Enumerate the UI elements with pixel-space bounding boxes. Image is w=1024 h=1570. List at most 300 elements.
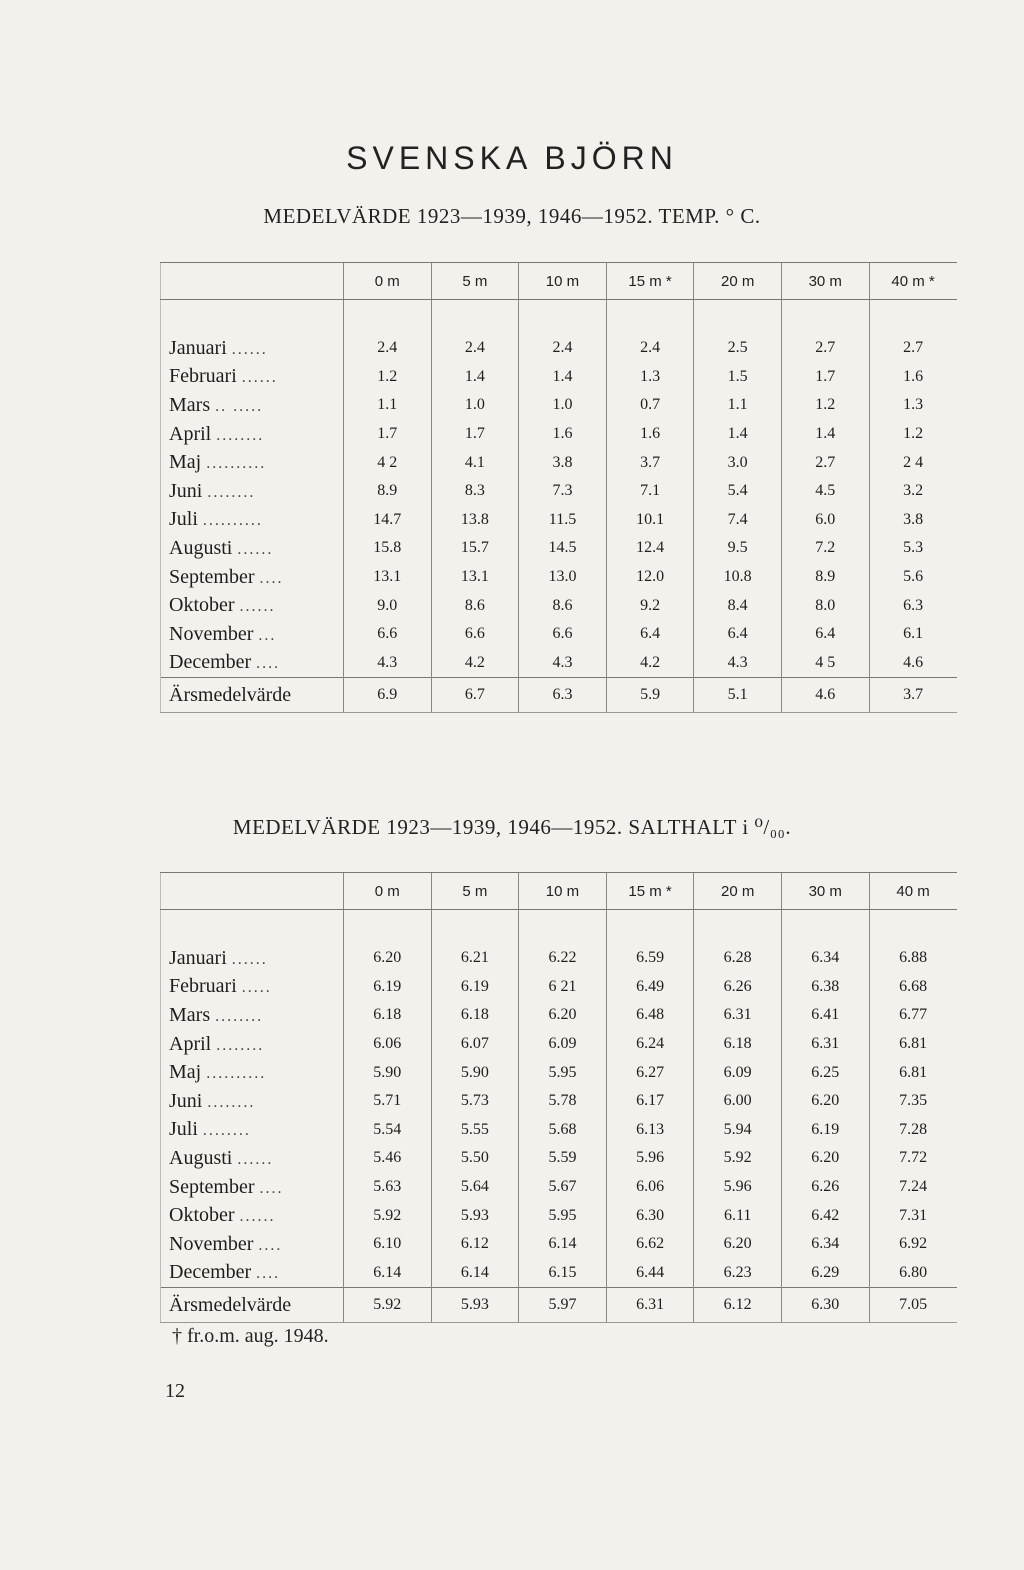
table-cell: 5.92 [694,1144,782,1173]
table-cell: 6.6 [431,620,519,649]
leader-dots: ........ [207,483,256,501]
row-label [161,477,344,506]
table-cell: 0.7 [606,391,694,420]
table-cell: 5.54 [344,1116,432,1145]
table-cell: 6.4 [694,620,782,649]
table-cell: 6.38 [781,973,869,1002]
row-label [161,363,344,392]
table-cell: 1.2 [869,420,957,449]
table-cell: 6.21 [431,944,519,973]
table-cell: 15.8 [344,534,432,563]
table-cell: 5.4 [694,477,782,506]
table-cell: 2.4 [519,334,607,363]
column-header: 0 m [344,263,432,300]
row-label [161,448,344,477]
leader-dots: ...... [239,598,276,616]
row-label [161,563,344,592]
table-cell: 5.73 [431,1087,519,1116]
month-name: Augusti [169,1146,233,1169]
column-header: 10 m [519,873,607,910]
row-label [161,1116,344,1145]
annual-mean-cell: 5.93 [431,1288,519,1323]
table-cell: 9.0 [344,591,432,620]
table-cell: 9.2 [606,591,694,620]
table-cell: 6.80 [869,1259,957,1288]
annual-mean-cell: 7.05 [869,1288,957,1323]
annual-mean-cell: 3.7 [869,678,957,713]
annual-mean-cell: 5.92 [344,1288,432,1323]
table-cell: 1.5 [694,363,782,392]
table-header-row [161,263,957,300]
table-cell: 6.18 [694,1030,782,1059]
table-cell: 7.31 [869,1201,957,1230]
table-row [161,391,957,420]
table-header-row [161,873,957,910]
table-cell: 6.81 [869,1058,957,1087]
table-cell: 5.95 [519,1058,607,1087]
table-cell: 6.06 [606,1173,694,1202]
column-header: 30 m [781,263,869,300]
annual-mean-cell: 6.3 [519,678,607,713]
month-name: Juli [169,508,198,531]
row-label [161,1087,344,1116]
table-row [161,591,957,620]
annual-mean-cell: 6.9 [344,678,432,713]
table-cell: 8.9 [344,477,432,506]
table-cell: 6.3 [869,591,957,620]
table-cell: 6.23 [694,1259,782,1288]
table-cell: 1.4 [519,363,607,392]
table-cell: 5.64 [431,1173,519,1202]
table-cell: 8.0 [781,591,869,620]
annual-mean-row [161,678,957,713]
footnote: † fr.o.m. aug. 1948. [172,1325,329,1347]
table-cell: 1.6 [606,420,694,449]
table-cell: 2.7 [781,334,869,363]
table-cell: 6.20 [781,1087,869,1116]
column-header: 30 m [781,873,869,910]
table-cell: 6.62 [606,1230,694,1259]
table-cell: 13.1 [431,563,519,592]
table-cell: 7.35 [869,1087,957,1116]
month-name: Februari [169,365,237,388]
table-cell: 6.44 [606,1259,694,1288]
table-row [161,1173,957,1202]
table-cell: 8.9 [781,563,869,592]
leader-dots: ........ [202,1122,251,1140]
table-cell: 6.20 [344,944,432,973]
table-cell: 6.13 [606,1116,694,1145]
leader-dots: .......... [206,455,267,473]
page-title: SVENSKA BJÖRN [346,140,678,176]
table-cell: 3.8 [869,506,957,535]
month-name: Juni [169,479,203,502]
table-cell: 6.42 [781,1201,869,1230]
table-cell: 15.7 [431,534,519,563]
leader-dots: .......... [206,1065,267,1083]
table-cell: 6.19 [781,1116,869,1145]
table-cell: 2 4 [869,448,957,477]
leader-dots: .... [259,1179,284,1197]
table-cell: 6.6 [344,620,432,649]
leader-dots: ...... [231,950,268,968]
table-cell: 5.96 [606,1144,694,1173]
row-label [161,391,344,420]
annual-mean-row [161,1288,957,1323]
annual-mean-cell: 6.7 [431,678,519,713]
table-row [161,649,957,678]
table-cell: 6.31 [781,1030,869,1059]
table-cell: 6.14 [344,1259,432,1288]
table-row [161,506,957,535]
table-cell: 6.20 [694,1230,782,1259]
table-cell: 2.4 [606,334,694,363]
row-label [161,334,344,363]
table-cell: 4.1 [431,448,519,477]
leader-dots: .......... [202,512,263,530]
table-cell: 6.4 [781,620,869,649]
table-cell: 6 21 [519,973,607,1002]
table-cell: 3.2 [869,477,957,506]
table-cell: 5.46 [344,1144,432,1173]
row-label [161,1259,344,1288]
table-row [161,1116,957,1145]
table-cell: 3.8 [519,448,607,477]
table-cell: 6.10 [344,1230,432,1259]
table-cell: 6.26 [694,973,782,1002]
table-cell: 7.24 [869,1173,957,1202]
table-cell: 1.4 [431,363,519,392]
table-cell: 6.06 [344,1030,432,1059]
table-row [161,448,957,477]
column-header: 40 m * [869,263,957,300]
leader-dots: ........ [216,1036,265,1054]
table-cell: 10.8 [694,563,782,592]
month-name: Januari [169,336,227,359]
table-cell: 5.59 [519,1144,607,1173]
table-cell: 6.12 [431,1230,519,1259]
table-cell: 14.5 [519,534,607,563]
table-cell: 7.1 [606,477,694,506]
table-cell: 6.4 [606,620,694,649]
row-label [161,620,344,649]
table-cell: 4 5 [781,649,869,678]
leader-dots: ... [258,626,277,644]
row-label [161,1058,344,1087]
month-name: Maj [169,451,202,474]
row-label [161,506,344,535]
table-cell: 7.3 [519,477,607,506]
header-empty-cell [161,263,344,300]
table-row [161,334,957,363]
table-cell: 6.49 [606,973,694,1002]
table-cell: 8.3 [431,477,519,506]
table-row [161,1144,957,1173]
annual-mean-cell: 6.30 [781,1288,869,1323]
table-cell: 6.88 [869,944,957,973]
page-number: 12 [165,1380,185,1402]
table-cell: 6.18 [344,1001,432,1030]
temp-table [160,262,957,713]
table-row [161,973,957,1002]
table-row [161,420,957,449]
table-cell: 6.26 [781,1173,869,1202]
month-name: Februari [169,975,237,998]
leader-dots: ...... [241,369,278,387]
table-cell: 5.71 [344,1087,432,1116]
annual-mean-cell: 4.6 [781,678,869,713]
column-header: 15 m * [606,263,694,300]
table-cell: 6.20 [519,1001,607,1030]
table-cell: 4.2 [431,649,519,678]
table-cell: 12.0 [606,563,694,592]
row-label [161,649,344,678]
table-cell: 5.78 [519,1087,607,1116]
month-name: Juli [169,1118,198,1141]
table-row [161,1030,957,1059]
table-cell: 5.92 [344,1201,432,1230]
table-cell: 6.59 [606,944,694,973]
table-cell: 5.67 [519,1173,607,1202]
column-header: 10 m [519,263,607,300]
table-cell: 12.4 [606,534,694,563]
table-cell: 6.68 [869,973,957,1002]
month-name: Oktober [169,1204,235,1227]
leader-dots: ........ [215,1007,264,1025]
column-header: 5 m [431,873,519,910]
leader-dots: ........ [216,426,265,444]
table-cell: 3.0 [694,448,782,477]
table-cell: 8.6 [431,591,519,620]
leader-dots: ...... [237,540,274,558]
table-cell: 13.8 [431,506,519,535]
table-cell: 6.1 [869,620,957,649]
table-cell: 1.3 [606,363,694,392]
table-cell: 6.41 [781,1001,869,1030]
table-cell: 4.6 [869,649,957,678]
table-cell: 5.95 [519,1201,607,1230]
table-row [161,477,957,506]
month-name: Maj [169,1061,202,1084]
table-cell: 1.0 [519,391,607,420]
table-cell: 7.4 [694,506,782,535]
table-cell: 6.25 [781,1058,869,1087]
month-name: Januari [169,946,227,969]
row-label [161,973,344,1002]
table-cell: 5.55 [431,1116,519,1145]
month-name: December [169,1261,252,1284]
month-name: November [169,622,254,645]
table-cell: 6.19 [344,973,432,1002]
month-name: Oktober [169,594,235,617]
table-cell: 6.15 [519,1259,607,1288]
table-cell: 6.14 [519,1230,607,1259]
column-header: 5 m [431,263,519,300]
leader-dots: ..... [241,979,272,997]
temp-table-subtitle: MEDELVÄRDE 1923—1939, 1946—1952. TEMP. ° C. [263,204,761,228]
table-cell: 13.1 [344,563,432,592]
month-name: November [169,1232,254,1255]
table-row [161,620,957,649]
salt-table-subtitle: MEDELVÄRDE 1923—1939, 1946—1952. SALTHALT i ⁰/₀₀. [232,815,792,839]
row-label [161,1030,344,1059]
month-name: April [169,422,212,445]
table-cell: 4.3 [694,649,782,678]
table-cell: 7.72 [869,1144,957,1173]
leader-dots: .. ..... [215,397,264,415]
table-cell: 5.94 [694,1116,782,1145]
table-cell: 6.18 [431,1001,519,1030]
table-cell: 6.09 [694,1058,782,1087]
table-cell: 5.93 [431,1201,519,1230]
table-cell: 6.0 [781,506,869,535]
table-row [161,1001,957,1030]
month-name: Augusti [169,536,233,559]
table-cell: 2.7 [781,448,869,477]
table-cell: 6.34 [781,944,869,973]
leader-dots: .... [258,1236,283,1254]
table-cell: 1.1 [344,391,432,420]
table-cell: 6.07 [431,1030,519,1059]
table-cell: 6.27 [606,1058,694,1087]
table-cell: 9.5 [694,534,782,563]
table-cell: 6.00 [694,1087,782,1116]
table-cell: 6.17 [606,1087,694,1116]
row-label [161,1230,344,1259]
table-cell: 5.68 [519,1116,607,1145]
table-row [161,563,957,592]
month-name: December [169,651,252,674]
table-row [161,944,957,973]
table-cell: 2.7 [869,334,957,363]
table-cell: 5.50 [431,1144,519,1173]
table-cell: 5.6 [869,563,957,592]
leader-dots: ...... [231,340,268,358]
header-empty-cell [161,873,344,910]
table-cell: 1.4 [694,420,782,449]
table-cell: 6.11 [694,1201,782,1230]
table-cell: 6.48 [606,1001,694,1030]
leader-dots: .... [256,655,281,673]
table-cell: 2.5 [694,334,782,363]
table-cell: 6.77 [869,1001,957,1030]
table-row [161,1201,957,1230]
row-label [161,1001,344,1030]
table-row [161,534,957,563]
table-cell: 14.7 [344,506,432,535]
month-name: Mars [169,1003,211,1026]
leader-dots: ...... [239,1208,276,1226]
table-cell: 1.0 [431,391,519,420]
table-cell: 6.09 [519,1030,607,1059]
table-cell: 1.4 [781,420,869,449]
annual-mean-cell: 5.1 [694,678,782,713]
table-cell: 13.0 [519,563,607,592]
table-cell: 11.5 [519,506,607,535]
column-header: 40 m [869,873,957,910]
table-cell: 6.6 [519,620,607,649]
table-cell: 6.81 [869,1030,957,1059]
annual-mean-label: Ärsmedelvärde [161,1288,344,1323]
row-label [161,420,344,449]
table-cell: 4 2 [344,448,432,477]
month-name: September [169,1175,255,1198]
table-cell: 10.1 [606,506,694,535]
table-cell: 6.19 [431,973,519,1002]
table-cell: 1.6 [869,363,957,392]
column-header: 0 m [344,873,432,910]
row-label [161,944,344,973]
month-name: September [169,565,255,588]
leader-dots: .... [256,1265,281,1283]
table-cell: 5.3 [869,534,957,563]
table-cell: 6.34 [781,1230,869,1259]
table-cell: 8.6 [519,591,607,620]
annual-mean-cell: 6.12 [694,1288,782,1323]
table-cell: 1.2 [344,363,432,392]
table-cell: 1.2 [781,391,869,420]
table-cell: 1.7 [431,420,519,449]
table-row [161,1058,957,1087]
table-cell: 6.28 [694,944,782,973]
table-cell: 1.7 [781,363,869,392]
table-cell: 1.3 [869,391,957,420]
annual-mean-cell: 6.31 [606,1288,694,1323]
column-header: 20 m [694,873,782,910]
annual-mean-cell: 5.9 [606,678,694,713]
leader-dots: ........ [207,1093,256,1111]
table-cell: 8.4 [694,591,782,620]
column-header: 20 m [694,263,782,300]
table-cell: 6.92 [869,1230,957,1259]
salt-table [160,872,957,1323]
table-cell: 6.30 [606,1201,694,1230]
column-header: 15 m * [606,873,694,910]
table-cell: 6.20 [781,1144,869,1173]
row-label [161,1201,344,1230]
row-label [161,534,344,563]
row-label [161,591,344,620]
table-cell: 2.4 [344,334,432,363]
month-name: April [169,1032,212,1055]
annual-mean-label: Ärsmedelvärde [161,678,344,713]
table-cell: 5.90 [431,1058,519,1087]
table-cell: 6.14 [431,1259,519,1288]
leader-dots: ...... [237,1150,274,1168]
table-cell: 2.4 [431,334,519,363]
table-cell: 4.3 [344,649,432,678]
month-name: Juni [169,1089,203,1112]
month-name: Mars [169,393,211,416]
table-cell: 3.7 [606,448,694,477]
table-cell: 6.31 [694,1001,782,1030]
table-row [161,363,957,392]
leader-dots: .... [259,569,284,587]
annual-mean-cell: 5.97 [519,1288,607,1323]
table-cell: 5.90 [344,1058,432,1087]
table-cell: 6.29 [781,1259,869,1288]
table-cell: 5.63 [344,1173,432,1202]
table-row [161,1230,957,1259]
table-cell: 5.96 [694,1173,782,1202]
table-cell: 6.22 [519,944,607,973]
table-cell: 4.5 [781,477,869,506]
row-label [161,1144,344,1173]
table-cell: 1.7 [344,420,432,449]
table-cell: 7.2 [781,534,869,563]
table-cell: 7.28 [869,1116,957,1145]
table-row [161,1087,957,1116]
